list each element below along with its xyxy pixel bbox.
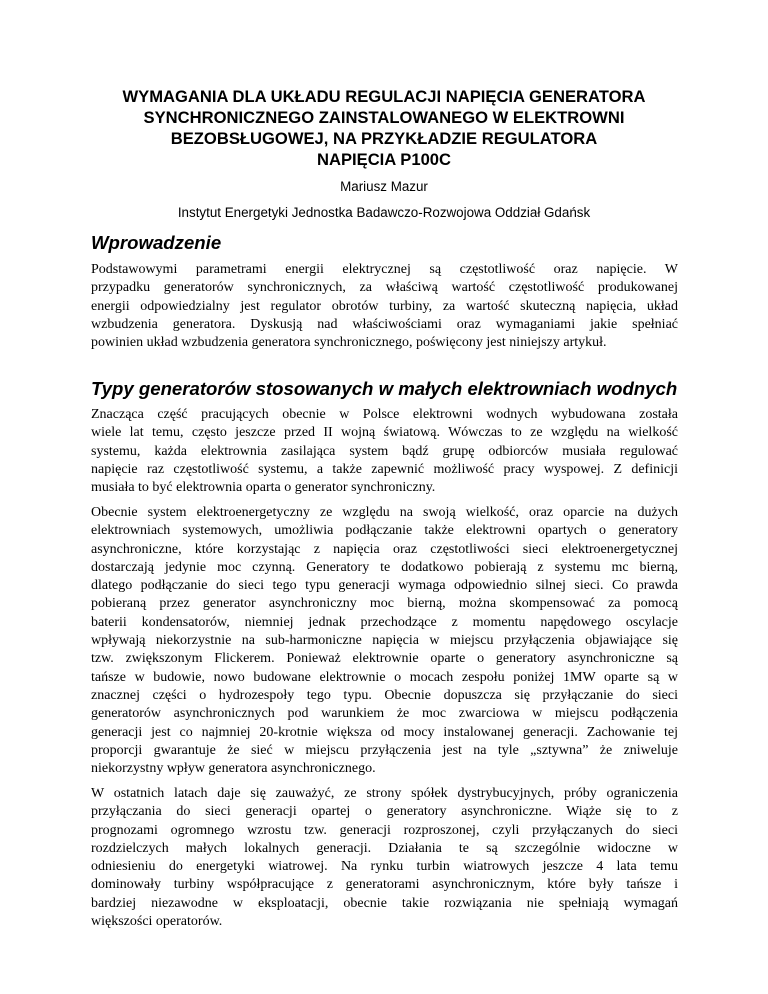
text-line: pobieraną przez generator asynchroniczny moc bierną, można skompensować za pomocą bbox=[91, 596, 678, 612]
text-line: Podstawowymi parametrami energii elektrycznej są częstotliwość oraz napięcie. W bbox=[91, 262, 678, 277]
text-line: napięcie raz częstotliwość systemu, a także zapewnić możliwość pracy wyspowej. Z definicji bbox=[91, 461, 678, 477]
paper-title bbox=[60, 86, 708, 170]
text-line: generatorów asynchronicznych pod warunkiem że moc zwarciowa w miejscu podłączenia bbox=[91, 706, 678, 722]
title-line: BEZOBSŁUGOWEJ, NA PRZYKŁADZIE REGULATORA bbox=[170, 129, 598, 148]
text-line: systemu, każda elektrownia zasilająca system bądź grupę odbiorców musiała regulować bbox=[91, 443, 678, 459]
text-line: musiała to być elektrownia oparta o generator synchroniczny. bbox=[91, 480, 436, 496]
text-line: przypadku generatorów synchronicznych, za właściwą wartość częstotliwość produkowanej bbox=[91, 280, 678, 296]
text-line: W ostatnich latach daje się zauważyć, ze strony spółek dystrybucyjnych, próby ograniczenia bbox=[91, 786, 678, 801]
text-line: odniesieniu do energetyki wiatrowej. Na rynku turbin wiatrowych jeszcze 4 lata temu bbox=[91, 859, 678, 875]
text-line: niekorzystny wpływ generatora asynchronicznego. bbox=[91, 761, 376, 777]
text-line: bardziej niezawodne w eksploatacji, obecnie takie rozwiązania nie spełniają wymagań bbox=[91, 895, 678, 911]
text-line: Obecnie system elektroenergetyczny ze względu na swoją wielkość, oraz oparcie na dużych bbox=[91, 505, 678, 520]
text-line: Znacząca część pracujących obecnie w Polsce elektrowni wodnych wybudowana została bbox=[91, 407, 678, 422]
section-heading-generator-types: Typy generatorów stosowanych w małych elektrowniach wodnych bbox=[91, 378, 678, 399]
text-line: baterii kondensatorów, niemniej jednak przechodzące z momentu napędowego oscylacje bbox=[91, 614, 678, 630]
text-line: prognozami ogromnego wzrostu tzw. generacji rozproszonej, czyli przyłączanych do sieci bbox=[91, 822, 678, 838]
title-line: SYNCHRONICZNEGO ZAINSTALOWANEGO W ELEKTROWNI bbox=[143, 108, 625, 127]
author-affiliation: Instytut Energetyki Jednostka Badawczo-Rozwojowa Oddział Gdańsk bbox=[177, 205, 591, 220]
text-line: dominowały turbiny współpracujące z generatorami asynchronicznym, które były tańsze i bbox=[91, 877, 678, 893]
text-line: wzbudzenia generatora. Dyskusją nad właściwościami oraz wymaganiami jakie spełniać bbox=[91, 316, 678, 332]
text-line: przyłączania do sieci generacji opartej o generatory asynchroniczne. Wiąże się to z bbox=[91, 804, 678, 820]
text-line: znacznej części o hydrozespoły tego typu. Obecnie dopuszcza się przyłączanie do sieci bbox=[91, 687, 678, 703]
title-line: NAPIĘCIA P100C bbox=[316, 150, 452, 169]
text-line: większości operatorów. bbox=[91, 914, 223, 930]
author-name: Mariusz Mazur bbox=[340, 179, 428, 194]
paragraph bbox=[91, 785, 678, 931]
text-line: wiele lat temu, często jeszcze przed II wojną światową. Wówczas to ze względu na wielkość bbox=[91, 425, 678, 441]
text-line: dostarczają jedynie moc czynną. Generatory te dodatkowo pobierają z systemu mc bierną, bbox=[91, 559, 678, 575]
text-line: dlatego podłączanie do sieci tego typu generacji wymaga odpowiednio silnej sieci. Co prawda bbox=[91, 578, 678, 594]
text-line: wpływają niekorzystnie na sub-harmoniczne napięcia w miejscu przyłączenia objawiające się bbox=[91, 633, 678, 649]
paragraph bbox=[91, 406, 678, 497]
paragraph bbox=[91, 261, 678, 352]
text-line: tzw. zwiększonym Flickerem. Ponieważ elektrownie oparte o generatory asynchroniczne są bbox=[91, 651, 678, 667]
paragraph bbox=[91, 504, 678, 778]
text-line: generacji jest co najmniej 20-krotnie większa od mocy instalowanej generacji. Zachowanie tej bbox=[91, 724, 678, 740]
text-line: proporcji gwarantuje że sieć w miejscu przyłączenia jest na tyle „sztywna” że zniweluje bbox=[91, 742, 678, 758]
text-line: rozdzielczych małych lokalnych generacji. Działania te są szczególnie widoczne w bbox=[91, 840, 678, 856]
text-line: elektrowniach systemowych, umożliwia podłączanie także elektrowni opartych o generatory bbox=[91, 523, 678, 539]
text-line: tańsze w budowie, nowo budowane elektrownie o mocach zespołu poniżej 1MW oparte są w bbox=[91, 669, 678, 685]
title-line: WYMAGANIA DLA UKŁADU REGULACJI NAPIĘCIA GENERATORA bbox=[122, 87, 646, 106]
text-line: energii odpowiedzialny jest regulator obrotów turbiny, za wartość skuteczną napięcia, układ bbox=[91, 298, 678, 314]
text-line: asynchroniczne, które korzystając z napięcia oraz częstotliwości sieci elektroenergetycznej bbox=[91, 541, 678, 557]
text-line: powinien układ wzbudzenia generatora synchronicznego, poświęcony jest niniejszy artykuł. bbox=[91, 335, 607, 351]
section-heading-introduction: Wprowadzenie bbox=[91, 232, 222, 253]
